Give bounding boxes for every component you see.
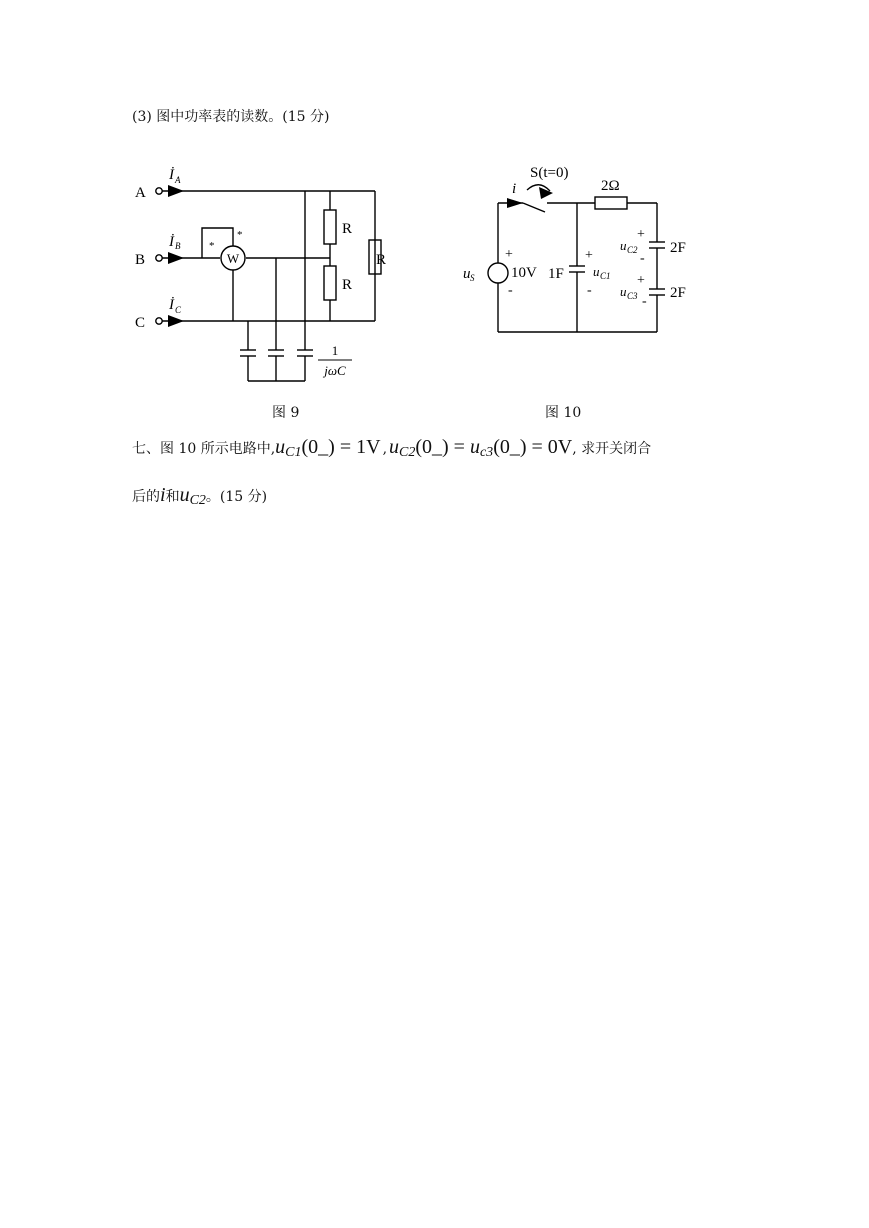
cap3-value: 2F	[670, 285, 686, 301]
current-a-sub: A	[175, 175, 181, 185]
current-a-label: İ	[169, 167, 174, 183]
cap1-voltage-sub: C1	[600, 271, 611, 281]
source-plus: +	[505, 247, 513, 262]
current-b-label: İ	[169, 234, 174, 250]
switch-label: S(t=0)	[530, 165, 569, 181]
resistor-2ohm-label: 2Ω	[601, 178, 620, 194]
cap2-minus: -	[640, 251, 645, 266]
eq2-value: (0_) = 0V	[493, 436, 573, 458]
cap1-voltage-label: u	[593, 264, 600, 279]
equation-separator: ,	[382, 441, 388, 457]
eq2-subscript-2: c3	[479, 445, 494, 460]
eq2-middle: (0_) =	[415, 436, 470, 458]
eq1-value: (0_) = 1V	[301, 436, 381, 458]
wattmeter-star-voltage: *	[237, 229, 243, 241]
cap2-plus: +	[637, 227, 645, 242]
source-minus: -	[508, 283, 513, 298]
figure-10-circuit	[455, 160, 695, 340]
cap2-value: 2F	[670, 240, 686, 256]
resistor-label-upper: R	[342, 221, 353, 237]
terminal-c-label: C	[135, 315, 146, 331]
eq1-variable: u	[275, 436, 286, 458]
cap3-voltage-sub: C3	[627, 291, 638, 301]
cap3-minus: -	[642, 294, 647, 309]
figure-9-caption: 图 9	[272, 405, 300, 421]
cap2-voltage-label: u	[620, 238, 627, 253]
cap3-voltage-label: u	[620, 284, 627, 299]
capacitor-impedance-numerator: 1	[331, 343, 339, 358]
line2-subscript: C2	[189, 493, 206, 508]
question-7-prefix: 七、图 10 所示电路中,	[132, 441, 276, 457]
capacitor-impedance-denominator: jωC	[324, 363, 346, 378]
wattmeter-label: W	[226, 251, 240, 266]
source-voltage-sub: S	[470, 273, 475, 283]
equation-uc1	[275, 436, 380, 461]
question-7-suffix: , 求开关闭合	[572, 441, 652, 457]
eq2-variable-2: u	[469, 436, 480, 458]
cap3-plus: +	[637, 273, 645, 288]
line2-variable: u	[179, 484, 190, 506]
question-7-line-2	[132, 484, 267, 509]
cap1-value: 1F	[548, 266, 564, 282]
eq2-subscript: C2	[399, 445, 416, 460]
terminal-b-label: B	[135, 252, 146, 268]
cap1-minus: -	[587, 283, 592, 298]
terminal-a-label: A	[135, 185, 146, 201]
line2-uc2	[180, 484, 206, 509]
current-c-sub: C	[175, 305, 182, 315]
question-3-text: (3) 图中功率表的读数。(15 分)	[132, 109, 330, 125]
resistor-label-lower: R	[342, 277, 353, 293]
question-7-line-1	[132, 436, 651, 461]
current-b-sub: B	[175, 241, 181, 251]
line2-current-i: i	[160, 484, 166, 506]
eq1-subscript: C1	[285, 445, 302, 460]
cap2-voltage-sub: C2	[627, 245, 638, 255]
figure-9-circuit	[130, 160, 390, 390]
source-voltage-label: u	[463, 266, 471, 282]
line2-and: 和	[165, 489, 180, 505]
line2-prefix: 后的	[132, 489, 160, 505]
equation-uc2-uc3	[389, 436, 572, 461]
figure-10-caption: 图 10	[545, 405, 582, 421]
cap1-plus: +	[585, 248, 593, 263]
source-value: 10V	[511, 265, 537, 281]
wattmeter-star-current: *	[209, 240, 215, 252]
line2-suffix: 。(15 分)	[205, 489, 268, 505]
current-c-label: İ	[169, 297, 174, 313]
current-i-label: i	[512, 181, 517, 197]
resistor-label-right: R	[375, 252, 386, 268]
eq2-variable: u	[389, 436, 400, 458]
